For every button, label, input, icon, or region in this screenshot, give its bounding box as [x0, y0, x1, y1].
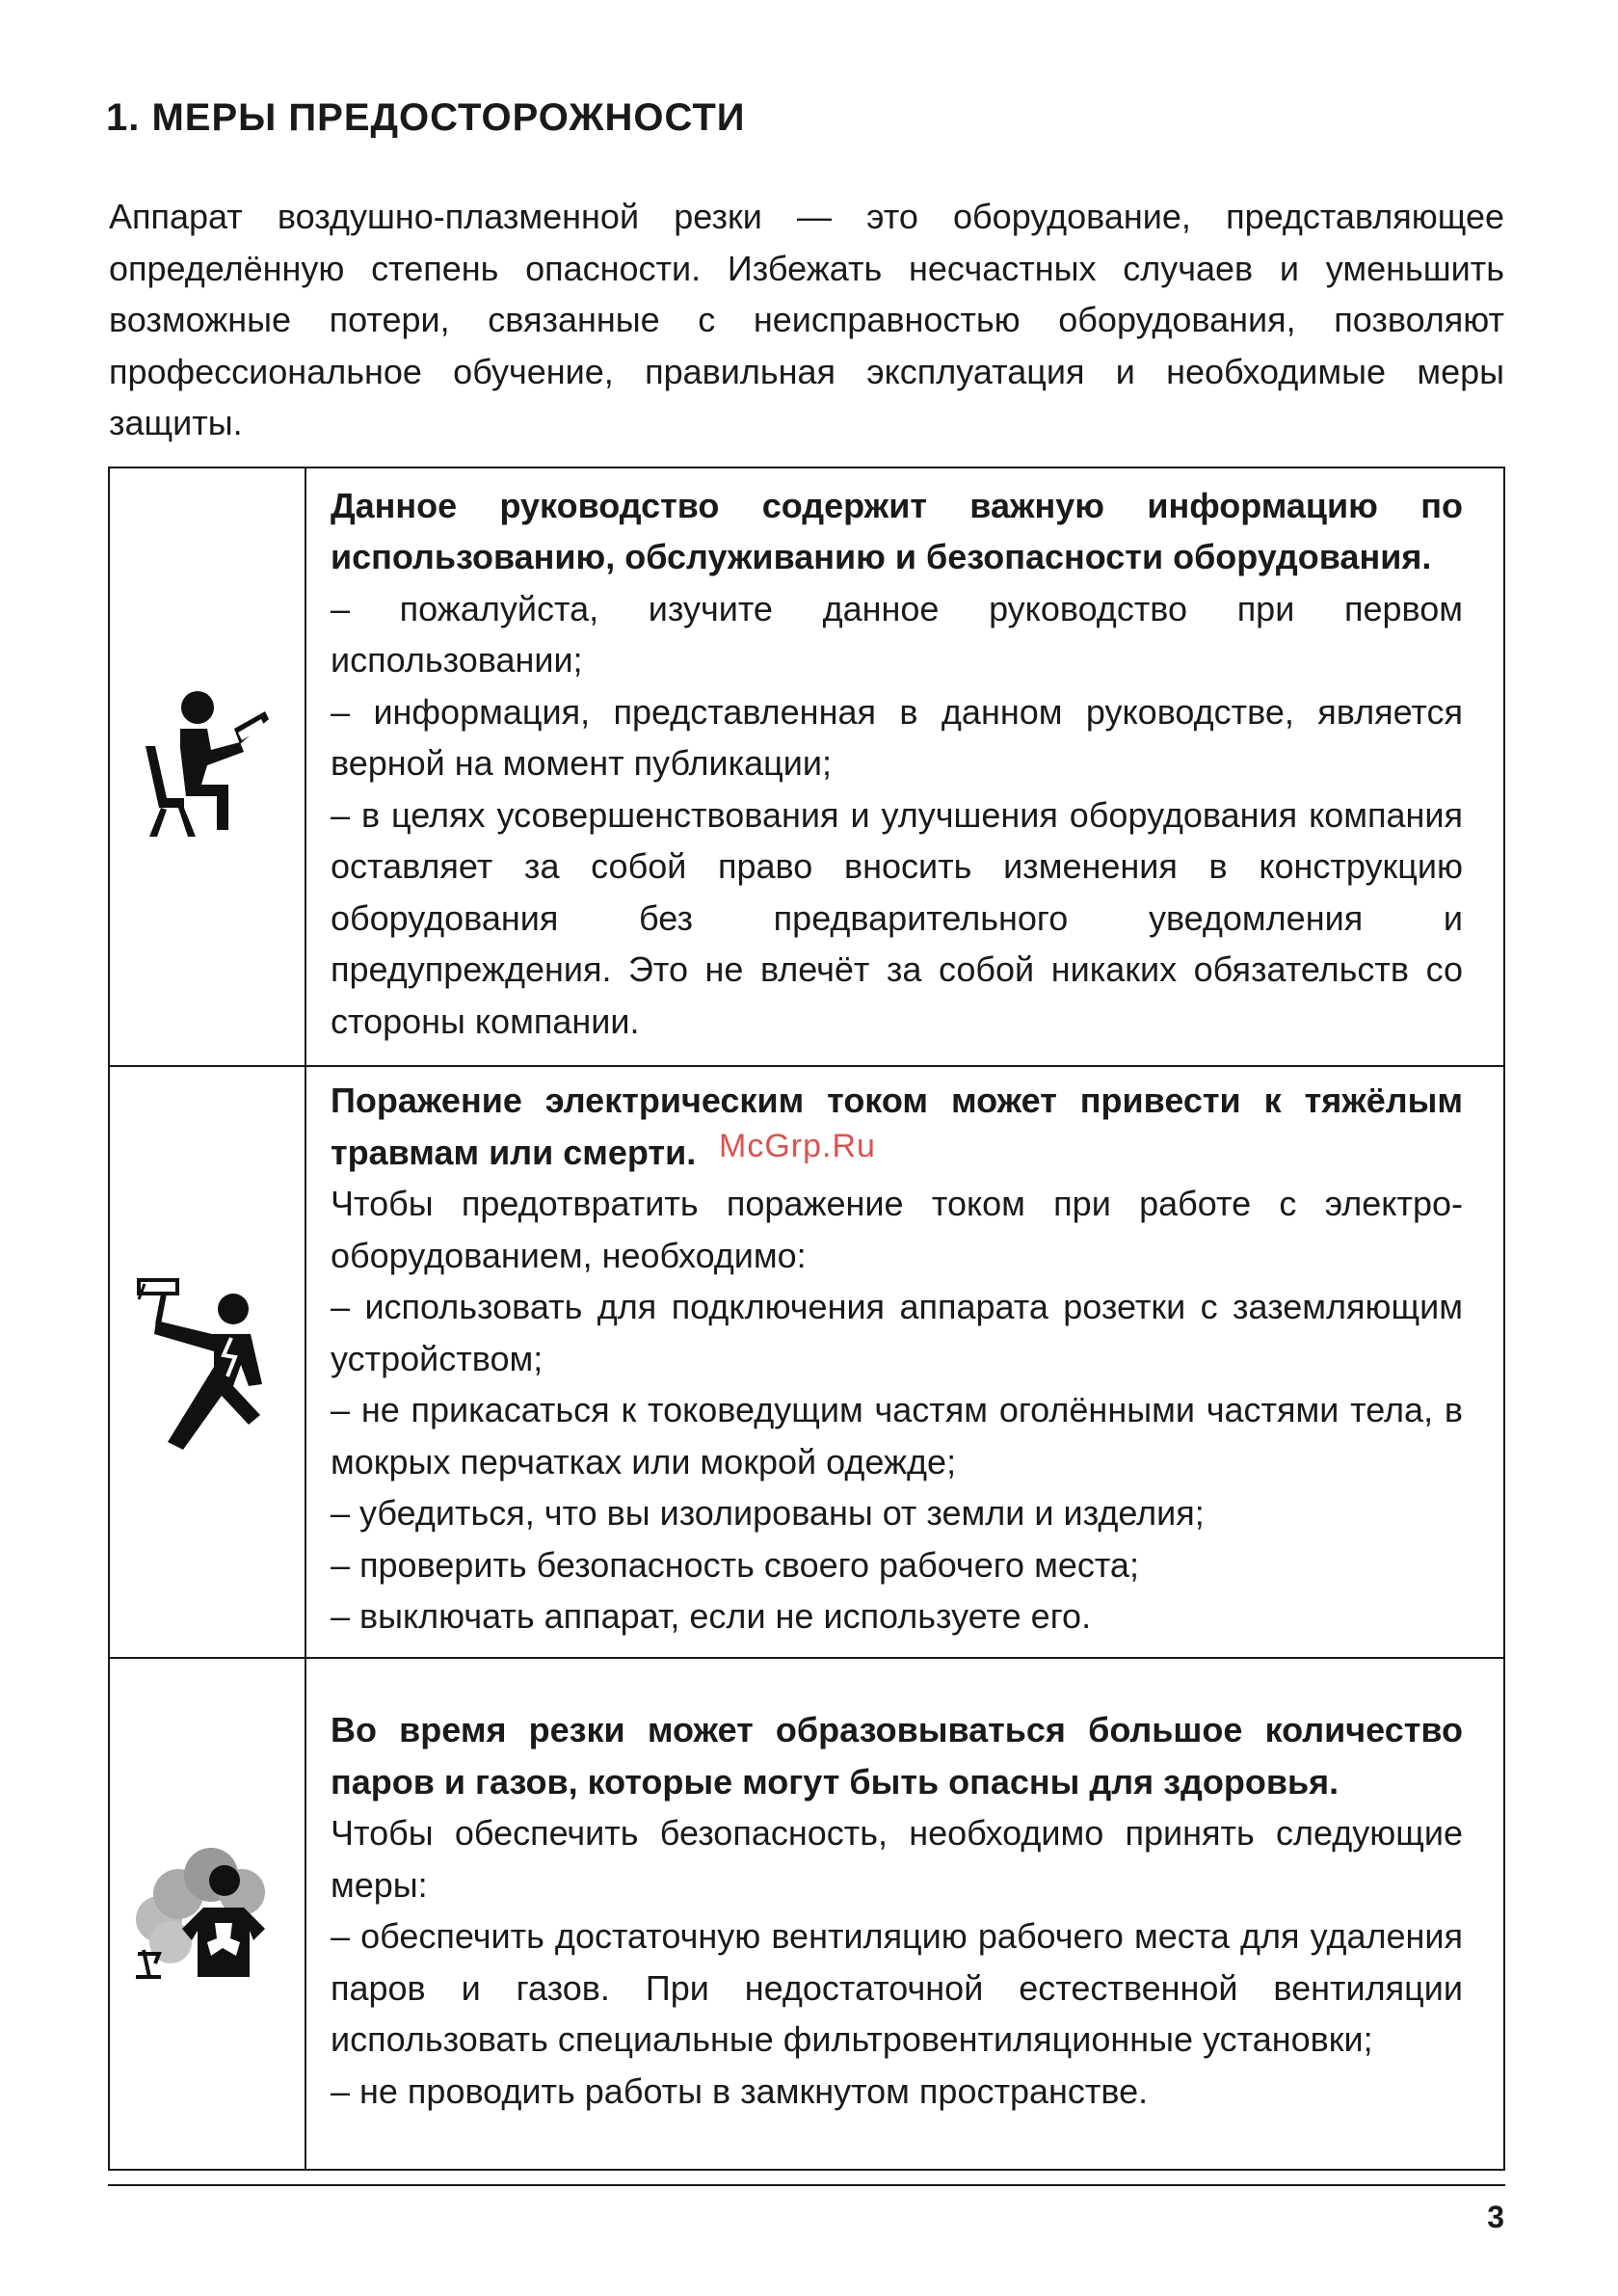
section-line: – проверить безопасность своего рабочего места; — [331, 1544, 1139, 1585]
section-line: – пожалуйста, изучите данное руководство при первом использовании; — [331, 588, 1463, 681]
section-lead: Поражение электрическим током может привести к тяжёлым травмам или смерти. — [331, 1081, 1463, 1172]
electric-shock-icon — [125, 1270, 289, 1454]
section-lead: Данное руководство содержит важную информацию по использованию, обслуживанию и безопасности оборудования. — [331, 485, 1463, 577]
section-line: – не проводить работы в замкнутом пространстве. — [331, 2070, 1149, 2111]
intro-paragraph: Аппарат воздушно-плазменной резки — это оборудование, представляющее определённую степень опасности. Избежать несчастных случаев и уменьшить возможные потери, связанные с неисправностью оборудования, позволяют профессиональное обучение, правильная эксплуатация и необходимые меры защиты. — [109, 197, 1504, 442]
section-line: – не прикасаться к токоведущим частям оголёнными частями тела, в мокрых перчатках или мокрой одежде; — [331, 1390, 1463, 1482]
footer-divider — [108, 2184, 1505, 2186]
toxic-fumes-icon — [130, 1842, 284, 1987]
safety-text-manual — [305, 467, 1504, 1066]
icon-cell — [109, 1658, 305, 2170]
section-line: – в целях усовершенствования и улучшения оборудования компания оставляет за собой право вносить изменения в конструкцию оборудования без предварительного уведомления и предупреждения. Это не влечёт за собой никаких обязательств со стороны компании. — [331, 794, 1463, 1041]
icon-cell — [109, 1066, 305, 1658]
safety-row-manual — [109, 467, 1504, 1066]
icon-cell — [109, 467, 305, 1066]
safety-text-fumes — [305, 1658, 1504, 2170]
watermark-link[interactable]: McGrp.Ru — [719, 1128, 876, 1164]
section-lead: Во время резки может образовываться большое количество паров и газов, которые могут быть опасны для здоровья. — [331, 1710, 1463, 1802]
safety-text-electric — [305, 1066, 1504, 1658]
section-line: – выключать аппарат, если не используете его. — [331, 1596, 1092, 1637]
section-line: – обеспечить достаточную вентиляцию рабочего места для удаления паров и газов. При недостаточной естественной вентиляции использовать специальные фильтровентиляционные установки; — [331, 1916, 1463, 2059]
section-line: Чтобы предотвратить поражение током при работе с электрооборудованием, необходимо: — [331, 1184, 1463, 1275]
safety-table — [108, 467, 1505, 2171]
person-reading-manual-icon — [140, 690, 275, 844]
page-title: 1. МЕРЫ ПРЕДОСТОРОЖНОСТИ — [106, 96, 746, 139]
safety-row-fumes — [109, 1658, 1504, 2170]
page-number: 3 — [1487, 2200, 1504, 2234]
section-line: – информация, представленная в данном руководстве, является верной на момент публикации; — [331, 691, 1463, 784]
section-line: – использовать для подключения аппарата розетки с заземляющим устройством; — [331, 1287, 1463, 1378]
section-line: – убедиться, что вы изолированы от земли и изделия; — [331, 1493, 1205, 1534]
section-line: Чтобы обеспечить безопасность, необходимо принять следующие меры: — [331, 1813, 1463, 1905]
